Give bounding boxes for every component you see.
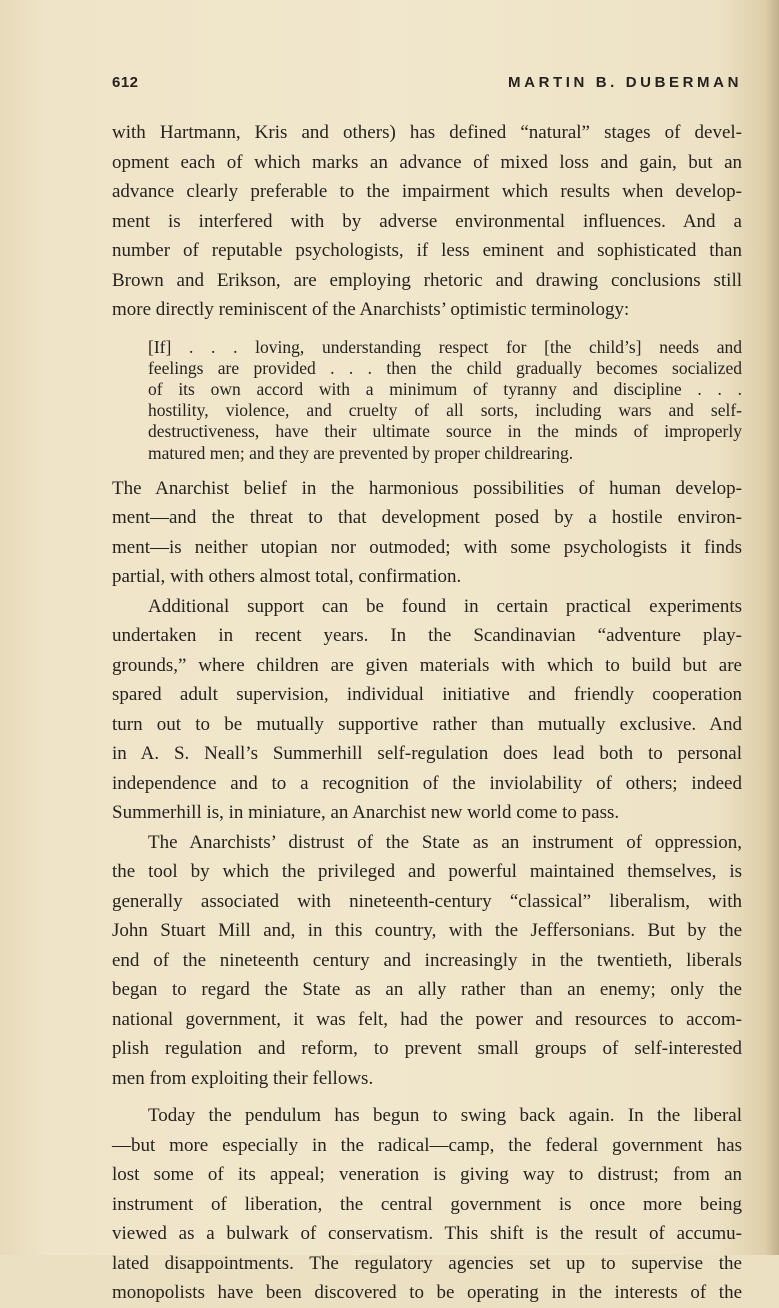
page-number: 612	[112, 74, 139, 91]
quote-line: matured men; and they are prevented by proper childrearing.	[148, 442, 574, 463]
text-line: lost some of its appeal; veneration is giving way to distrust; from an	[112, 1164, 742, 1186]
block-quote	[148, 337, 742, 464]
text-line: The Anarchist belief in the harmonious possibilities of human develop-	[112, 477, 742, 499]
paragraph-5	[112, 1101, 742, 1308]
text-line: ment—is neither utopian nor outmoded; with some psychologists it finds	[112, 536, 742, 558]
paragraph-3	[112, 592, 742, 828]
text-line: grounds,” where children are given materials with which to build but are	[112, 654, 742, 676]
text-line: national government, it was felt, had the power and resources to accom-	[112, 1008, 742, 1030]
body-text	[112, 118, 742, 1308]
text-line: partial, with others almost total, confirmation.	[112, 566, 462, 588]
text-line: independence and to a recognition of the inviolability of others; indeed	[112, 772, 742, 794]
text-line: ment—and the threat to that development posed by a hostile environ-	[112, 507, 742, 529]
text-line: advance clearly preferable to the impairment which results when develop-	[112, 181, 742, 202]
text-line: men from exploiting their fellows.	[112, 1067, 374, 1089]
text-line: The Anarchists’ distrust of the State as an instrument of oppression,	[148, 831, 742, 853]
text-line: more directly reminiscent of the Anarchists’ optimistic terminology:	[112, 299, 630, 320]
text-line: undertaken in recent years. In the Scandinavian “adventure play-	[112, 625, 742, 647]
quote-line: hostility, violence, and cruelty of all sorts, including wars and self-	[148, 400, 742, 421]
text-line: generally associated with nineteenth-century “classical” liberalism, with	[112, 890, 742, 912]
paragraph-4	[112, 828, 742, 1094]
text-line: Additional support can be found in certain practical experiments	[148, 595, 742, 617]
text-line: with Hartmann, Kris and others) has defined “natural” stages of devel-	[112, 122, 742, 143]
running-head: MARTIN B. DUBERMAN	[508, 74, 742, 91]
text-line: Brown and Erikson, are employing rhetoric and drawing conclusions still	[112, 269, 742, 291]
text-line: monopolists have been discovered to be operating in the interests of the	[112, 1282, 742, 1304]
text-line: instrument of liberation, the central government is once more being	[112, 1193, 742, 1215]
text-line: opment each of which marks an advance of mixed loss and gain, but an	[112, 151, 742, 173]
text-line: Today the pendulum has begun to swing back again. In the liberal	[148, 1105, 742, 1127]
text-line: ment is interfered with by adverse environmental influences. And a	[112, 210, 742, 232]
quote-line: [If] . . . loving, understanding respect for [the child’s] needs and	[148, 336, 742, 357]
text-line: end of the nineteenth century and increasingly in the twentieth, liberals	[112, 949, 742, 971]
text-line: turn out to be mutually supportive rather than mutually exclusive. And	[112, 713, 742, 735]
quote-line: destructiveness, have their ultimate source in the minds of improperly	[148, 421, 742, 442]
text-line: plish regulation and reform, to prevent small groups of self-interested	[112, 1038, 742, 1060]
text-line: number of reputable psychologists, if less eminent and sophisticated than	[112, 240, 742, 261]
text-line: in A. S. Neall’s Summerhill self-regulation does lead both to personal	[112, 743, 742, 765]
page-header	[112, 74, 742, 98]
paragraph-1	[112, 118, 742, 325]
text-line: lated disappointments. The regulatory agencies set up to supervise the	[112, 1252, 742, 1274]
text-line: John Stuart Mill and, in this country, with the Jeffersonians. But by the	[112, 920, 742, 942]
paragraph-2	[112, 474, 742, 592]
text-line: —but more especially in the radical—camp, the federal government has	[112, 1134, 742, 1156]
text-line: viewed as a bulwark of conservatism. This shift is the result of accumu-	[112, 1223, 742, 1245]
quote-line: feelings are provided . . . then the child gradually becomes socialized	[148, 357, 742, 378]
text-line: Summerhill is, in miniature, an Anarchist new world come to pass.	[112, 802, 620, 824]
page-edge-shadow	[765, 0, 779, 1255]
quote-line: of its own accord with a minimum of tyranny and discipline . . .	[148, 378, 742, 399]
text-line: the tool by which the privileged and powerful maintained themselves, is	[112, 861, 742, 883]
text-line: began to regard the State as an ally rather than an enemy; only the	[112, 979, 742, 1001]
text-line: spared adult supervision, individual initiative and friendly cooperation	[112, 684, 742, 706]
